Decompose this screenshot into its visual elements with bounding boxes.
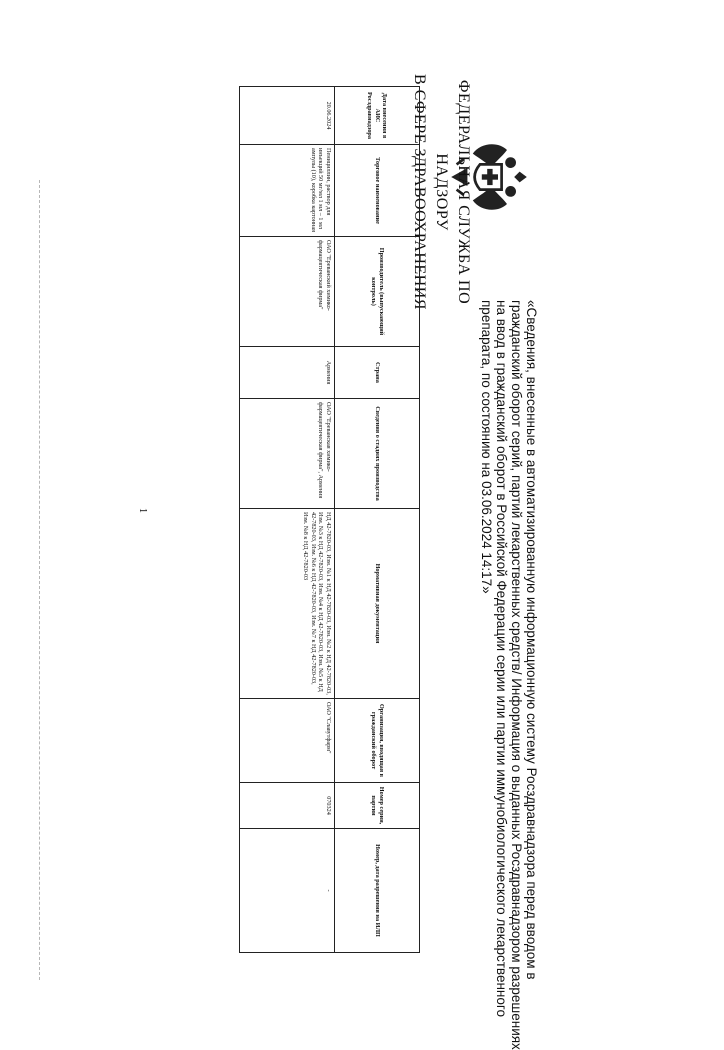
cell-country: Армения [240, 347, 335, 399]
cell-date: 20.06.2024 [240, 87, 335, 145]
cell-stages: ОАО "Ереванская химико-фармацевтическая фирма", Армения [240, 399, 335, 509]
column-header: Дата внесения в АИС Росздравнадзора [335, 87, 420, 145]
table-row [240, 87, 335, 953]
document-heading [479, 300, 539, 1050]
heading-line: препарата, по состоянию на 03.06.2024 14:17» [479, 300, 494, 594]
agency-name-line1: ФЕДЕРАЛЬНАЯ СЛУЖБА ПО НАДЗОРУ [433, 79, 472, 305]
registry-table [239, 86, 420, 953]
column-header: Страна [335, 347, 420, 399]
cell-series: 070324 [240, 783, 335, 829]
column-header: Номер, дата разрешения на ИЛП [335, 829, 420, 953]
heading-line: гражданский оборот серий, партий лекарственных средств/ Информация о выданных Росздравнадзором разрешениях [509, 300, 524, 1050]
column-header: Номер серии, партии [335, 783, 420, 829]
scan-artifact-line [39, 180, 40, 980]
cell-manufacturer: ОАО "Ереванский химико-фармацевтическая фирма" [240, 237, 335, 347]
margin-mark: 1 [137, 508, 148, 513]
column-header: Организация, вводящая в гражданский оборот [335, 699, 420, 783]
cell-normative-doc: НД 42-7820-03, Изм. №1 к НД 42-7820-03, Изм. №2 к НД 42-7820-03, Изм. №3 к НД 42-7820-03, Изм. №4 к НД 42-7820-03, Изм. №5 к НД 42-7820-03, Изм. №6 к НД 42-7820-03, Изм. №7 к НД 42-7820-03, Изм. №8 к НД 42-7820-03 [240, 509, 335, 699]
table-header-row [335, 87, 420, 953]
column-header: Торговое наименование [335, 145, 420, 237]
column-header: Сведения о стадиях производства [335, 399, 420, 509]
heading-line: на ввод в гражданский оборот в Российской Федерации серии или партии иммунобиологического лекарственного [494, 300, 509, 1018]
column-header: Нормативная документация [335, 509, 420, 699]
heading-line: «Сведения, внесенные в автоматизированную информационную систему Росздравнадзора перед вводом в [524, 300, 539, 980]
agency-name-line2: В СФЕРЕ ЗДРАВООХРАНЕНИЯ [411, 74, 428, 310]
cell-trade-name: Пенициллин, раствор для инъекций 50 мг/мл 1 мл – 1 мл ампулы (10), коробка картонная [240, 145, 335, 237]
column-header: Производитель (выпускающий контроль) [335, 237, 420, 347]
cell-permit: - [240, 829, 335, 953]
cell-organization: ОАО "Славутфарм" [240, 699, 335, 783]
